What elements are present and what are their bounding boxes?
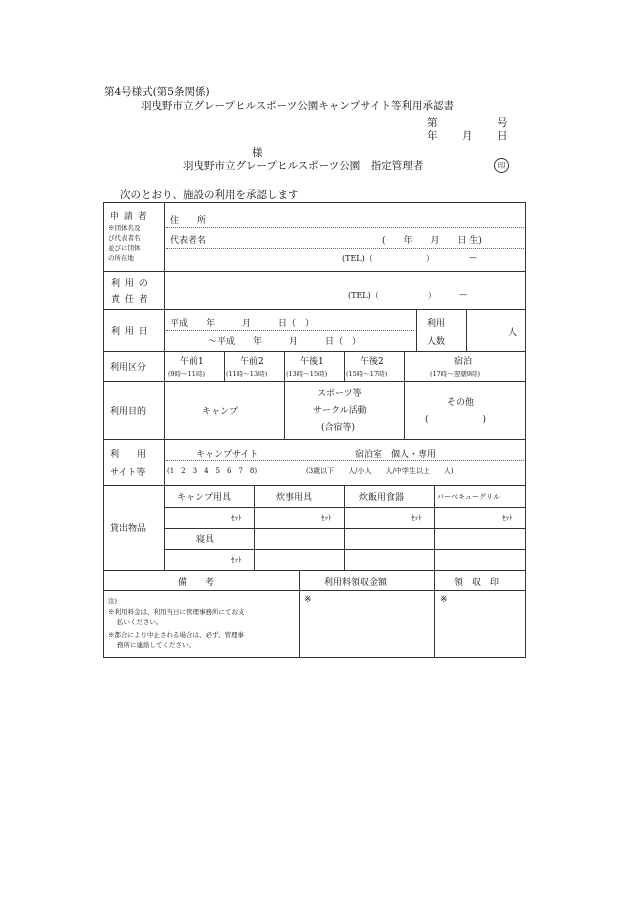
- addressee-sama: 様: [252, 147, 263, 159]
- purpose-sports-1[interactable]: スポーツ等: [317, 389, 362, 399]
- person-count-label-1: 利用: [427, 319, 446, 329]
- purpose-sports-3[interactable]: (合宿等): [321, 423, 356, 433]
- rental-item-tableware: 炊飯用食器: [359, 493, 405, 503]
- responsible-tel-dash: —: [459, 290, 467, 299]
- applicant-note-4: の所在地: [108, 254, 134, 262]
- usage-class-label: 利用区分: [110, 363, 147, 373]
- usage-option-name: 午前1: [180, 357, 204, 367]
- usage-option-time: (17時～翌朝9時): [430, 370, 480, 378]
- birth-date-field[interactable]: ( 年 月 日 生): [382, 236, 482, 246]
- applicant-note-3: 並びに団体: [108, 244, 141, 252]
- usage-option-time: (11時～13時): [226, 370, 268, 378]
- applicant-note-1: ※団体名及: [108, 224, 141, 232]
- date-day: 日: [497, 130, 508, 142]
- representative-field[interactable]: 代表者名: [170, 236, 207, 246]
- site-label-1: 利 用: [110, 450, 147, 460]
- usage-option-name: 午前2: [240, 357, 264, 367]
- document-title: 羽曳野市立グレープヒルスポーツ公園キャンプサイト等利用承認書: [141, 100, 455, 112]
- rental-set-bedding[interactable]: ｾｯﾄ: [231, 556, 242, 564]
- usage-option-time: (15時～17時): [346, 370, 388, 378]
- site-label-2: サイト等: [110, 468, 146, 478]
- purpose-other-detail[interactable]: ( ): [425, 415, 487, 425]
- seal-mark: 印: [494, 158, 509, 173]
- usage-option-name: 午後2: [360, 357, 384, 367]
- applicant-tel-close: ）: [426, 254, 434, 263]
- note-1b: 払いください。: [117, 618, 163, 626]
- fee-label: 利用料領収金額: [324, 578, 388, 588]
- rental-set-bbq-grill[interactable]: ｾｯﾄ: [502, 514, 513, 522]
- person-count-unit: 人: [508, 328, 518, 338]
- date-year: 年: [427, 130, 438, 142]
- number-go: 号: [497, 117, 508, 129]
- responsible-tel-close: ）: [428, 291, 436, 300]
- intro-text: 次のとおり、施設の利用を承認します: [120, 189, 299, 201]
- note-2b: 務所に連絡してください。: [117, 641, 195, 649]
- responsible-tel-prefix[interactable]: (TEL)（: [348, 291, 379, 300]
- usage-date-to[interactable]: ～平成 年 月 日（ ）: [208, 337, 362, 347]
- rental-set-tableware[interactable]: ｾｯﾄ: [411, 514, 422, 522]
- usage-date-from[interactable]: 平成 年 月 日（ ）: [170, 319, 315, 329]
- rental-set-cooking[interactable]: ｾｯﾄ: [321, 514, 332, 522]
- applicant-tel-dash: —: [469, 253, 477, 262]
- number-dai: 第: [427, 117, 438, 129]
- responsible-label-2: 責 任 者: [111, 295, 149, 305]
- note-2a: ※都合により中止される場合は、必ず、管理事: [108, 631, 244, 639]
- note-heading: 注): [108, 597, 118, 605]
- rental-item-camp-gear: キャンプ用具: [177, 493, 232, 503]
- rental-item-cooking: 炊事用具: [276, 493, 313, 503]
- fee-amount-field[interactable]: ※: [304, 595, 312, 605]
- address-field[interactable]: 住 所: [170, 216, 207, 226]
- applicant-note-2: び代表者名: [108, 234, 141, 242]
- usage-option-time: (13時～15時): [286, 370, 328, 378]
- usage-option-name: 宿泊: [454, 357, 473, 367]
- purpose-sports-2[interactable]: サークル活動: [313, 406, 367, 416]
- usage-option-name: 午後1: [300, 357, 324, 367]
- rental-item-bbq-grill: バーベキューグリル: [437, 493, 500, 501]
- site-campsite[interactable]: キャンプサイト: [196, 450, 259, 460]
- purpose-camp[interactable]: キャンプ: [202, 407, 239, 417]
- usage-option-time: (9時～11時): [168, 370, 205, 378]
- responsible-label-1: 利 用 の: [111, 279, 149, 289]
- applicant-label-main: 申 請 者: [110, 212, 148, 222]
- rental-label: 貸出物品: [110, 524, 147, 534]
- issuer-name: 羽曳野市立グレープヒルスポーツ公園 指定管理者: [183, 160, 424, 172]
- purpose-label: 利用目的: [110, 407, 147, 417]
- date-month: 月: [462, 130, 473, 142]
- remarks-label: 備 考: [178, 578, 215, 588]
- rental-set-camp-gear[interactable]: ｾｯﾄ: [231, 514, 242, 522]
- site-lodging[interactable]: 宿泊室 個人・専用: [355, 450, 437, 460]
- form-number: 第4号様式(第5条関係): [104, 86, 210, 98]
- rental-item-bedding: 寝具: [196, 535, 215, 545]
- receipt-stamp-field[interactable]: ※: [440, 595, 448, 605]
- person-count-label-2: 人数: [427, 337, 446, 347]
- receipt-label: 領 収 印: [454, 578, 500, 588]
- site-numbers[interactable]: (1 2 3 4 5 6 7 8): [167, 467, 258, 475]
- purpose-other[interactable]: その他: [447, 398, 475, 408]
- site-age-breakdown[interactable]: (3歳以下 人/小人 人/中学生以上 人): [306, 467, 454, 475]
- note-1a: ※利用料金は、利用当日に管理事務所にてお支: [108, 608, 245, 616]
- applicant-tel-prefix: (TEL)（: [342, 254, 373, 263]
- usage-date-label: 利 用 日: [111, 327, 149, 337]
